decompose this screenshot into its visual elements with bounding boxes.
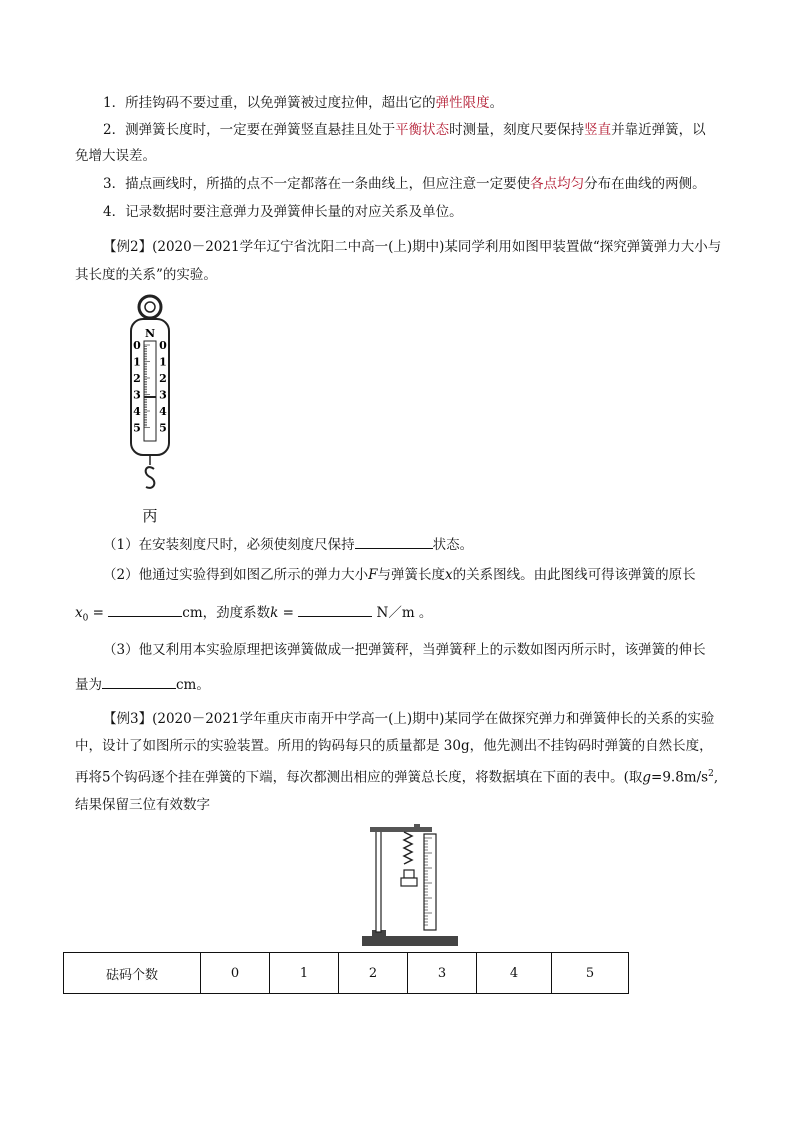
question-3-text-b: cm。	[176, 677, 210, 693]
hook-weight-1	[404, 870, 414, 878]
scale-tick-label-left: 2	[133, 372, 141, 385]
example3-text-4: 结果保留三位有效数字	[75, 797, 210, 813]
question-2-text-b: 与弹簧长度	[377, 567, 445, 583]
question-2-text-c: 的关系图线。由此图线可得该弹簧的原长	[452, 567, 696, 583]
table-cell: 5	[552, 953, 629, 994]
scale-ring-inner	[145, 302, 155, 312]
example2-stem-text: 【例2】(2020－2021学年辽宁省沈阳二中高一(上)期中)某同学利用如图甲装置做“探究弹簧弹力大小与	[103, 239, 722, 255]
question-2-line1	[75, 565, 735, 586]
scale-tick-label-right: 0	[159, 339, 167, 352]
note-3-highlight: 各点均匀	[530, 176, 585, 192]
example2-stem-text-2: 其长度的关系”的实验。	[75, 267, 217, 283]
note-2-highlight-2: 竖直	[584, 122, 612, 138]
hook-weight-2	[401, 878, 417, 886]
answer-blank-extension[interactable]	[102, 673, 176, 689]
question-3-text: （3）他又利用本实验原理把该弹簧做成一把弹簧秤，当弹簧秤上的示数如图丙所示时，该弹簧的伸长	[103, 642, 706, 658]
unit-n-per-m: N／m 。	[372, 605, 433, 621]
var-x0: x	[75, 605, 83, 621]
scale-tick-label-right: 3	[159, 388, 167, 402]
equals-sign-2: =	[278, 605, 299, 621]
question-3-line2	[75, 673, 735, 696]
table-cell: 0	[201, 953, 270, 994]
var-x0-subscript: 0	[82, 613, 89, 624]
question-3-text-a: 量为	[75, 677, 102, 693]
data-table	[63, 952, 629, 994]
stand-pole	[376, 828, 381, 932]
question-2-text-a: （2）他通过实验得到如图乙所示的弹力大小	[103, 567, 369, 583]
apparatus-base	[362, 936, 458, 946]
equals-sign: =	[88, 605, 109, 621]
apparatus-figure	[360, 822, 462, 950]
note-4-text: 4．记录数据时要注意弹力及弹簧伸长量的对应关系及单位。	[103, 204, 463, 220]
question-3-line1	[75, 640, 735, 661]
var-F: F	[368, 567, 378, 583]
answer-blank-length[interactable]	[108, 601, 182, 617]
example3-text-2: 中，设计了如图所示的实验装置。所用的钩码每只的质量都是 30g，他先测出不挂钩码时弹簧的自然长度，	[75, 738, 713, 754]
figure-caption: 丙	[142, 507, 158, 525]
scale-ring	[139, 296, 161, 318]
unit-cm-text: cm，劲度系数	[182, 605, 271, 621]
question-1-text: （1）在安装刻度尺时，必须使刻度尺保持	[103, 537, 355, 553]
note-2-continued	[75, 146, 735, 167]
example3-text-3c: ,	[713, 769, 719, 786]
var-x: x	[444, 567, 453, 583]
note-2-text: 2．测弹簧长度时，一定要在弹簧竖直悬挂且处于	[103, 122, 396, 138]
var-g: g	[642, 769, 652, 786]
note-1-highlight: 弹性限度	[435, 95, 490, 111]
scale-tick-label-left: 3	[133, 388, 141, 402]
note-3-suffix: 分布在曲线的两侧。	[584, 176, 706, 192]
spring	[404, 832, 412, 864]
note-2-mid: 时测量，刻度尺要保持	[449, 122, 585, 138]
example2-stem-line2	[75, 265, 735, 286]
note-2	[75, 120, 735, 141]
example3-text-3a: 再将5个钩码逐个挂在弹簧的下端，每次都测出相应的弹簧总长度，将数据填在下面的表中。(取	[75, 769, 643, 786]
table-cell: 1	[270, 953, 339, 994]
note-2-highlight: 平衡状态	[395, 122, 450, 138]
table-cell: 4	[477, 953, 552, 994]
example3-text-1: 【例3】(2020－2021学年重庆市南开中学高一(上)期中)某同学在做探究弹力和弹簧伸长的关系的实验	[103, 711, 715, 727]
example3-stem-line1	[75, 709, 735, 730]
note-1-text: 1．所挂钩码不要过重，以免弹簧被过度拉伸，超出它的	[103, 95, 436, 111]
example3-text-3b: =9.8m/s	[651, 769, 709, 786]
table-cell: 2	[339, 953, 408, 994]
note-1-suffix: 。	[489, 95, 504, 111]
answer-blank-1[interactable]	[355, 533, 433, 549]
scale-unit-label: N	[144, 327, 156, 340]
example3-stem-line4	[75, 795, 735, 816]
note-1	[75, 93, 735, 114]
scale-tick-label-right: 1	[159, 355, 167, 369]
scale-tick-label-right: 4	[159, 405, 167, 418]
scale-tick-label-right: 5	[159, 421, 167, 435]
scale-hook	[146, 467, 155, 488]
table-cell: 3	[408, 953, 477, 994]
spring-scale-figure	[120, 293, 190, 533]
note-2-line2: 免增大误差。	[75, 148, 156, 164]
note-4	[75, 202, 735, 223]
stand-arm	[370, 827, 432, 832]
example3-stem-line3	[75, 764, 735, 789]
var-k: k	[270, 605, 279, 621]
scale-tick-label-left: 1	[133, 355, 141, 369]
question-2-line2	[75, 601, 735, 630]
scale-tick-label-left: 5	[133, 421, 141, 435]
note-3	[75, 174, 735, 195]
table-row	[64, 953, 629, 994]
note-3-text: 3．描点画线时，所描的点不一定都落在一条曲线上，但应注意一定要使	[103, 176, 531, 192]
scale-tick-label-left: 0	[133, 339, 141, 352]
example3-stem-line2	[75, 736, 735, 757]
note-2-suffix: 并靠近弹簧，以	[611, 122, 706, 138]
question-1	[75, 533, 735, 556]
question-1-end: 状态。	[432, 537, 474, 553]
clamp	[414, 824, 420, 830]
scale-tick-label-right: 2	[159, 372, 167, 385]
exponent-2: 2	[708, 769, 714, 779]
table-header-cell: 砝码个数	[64, 953, 201, 994]
example2-stem-line1	[75, 237, 735, 258]
ruler	[424, 834, 436, 930]
answer-blank-stiffness[interactable]	[298, 601, 372, 617]
scale-tick-label-left: 4	[133, 405, 141, 418]
